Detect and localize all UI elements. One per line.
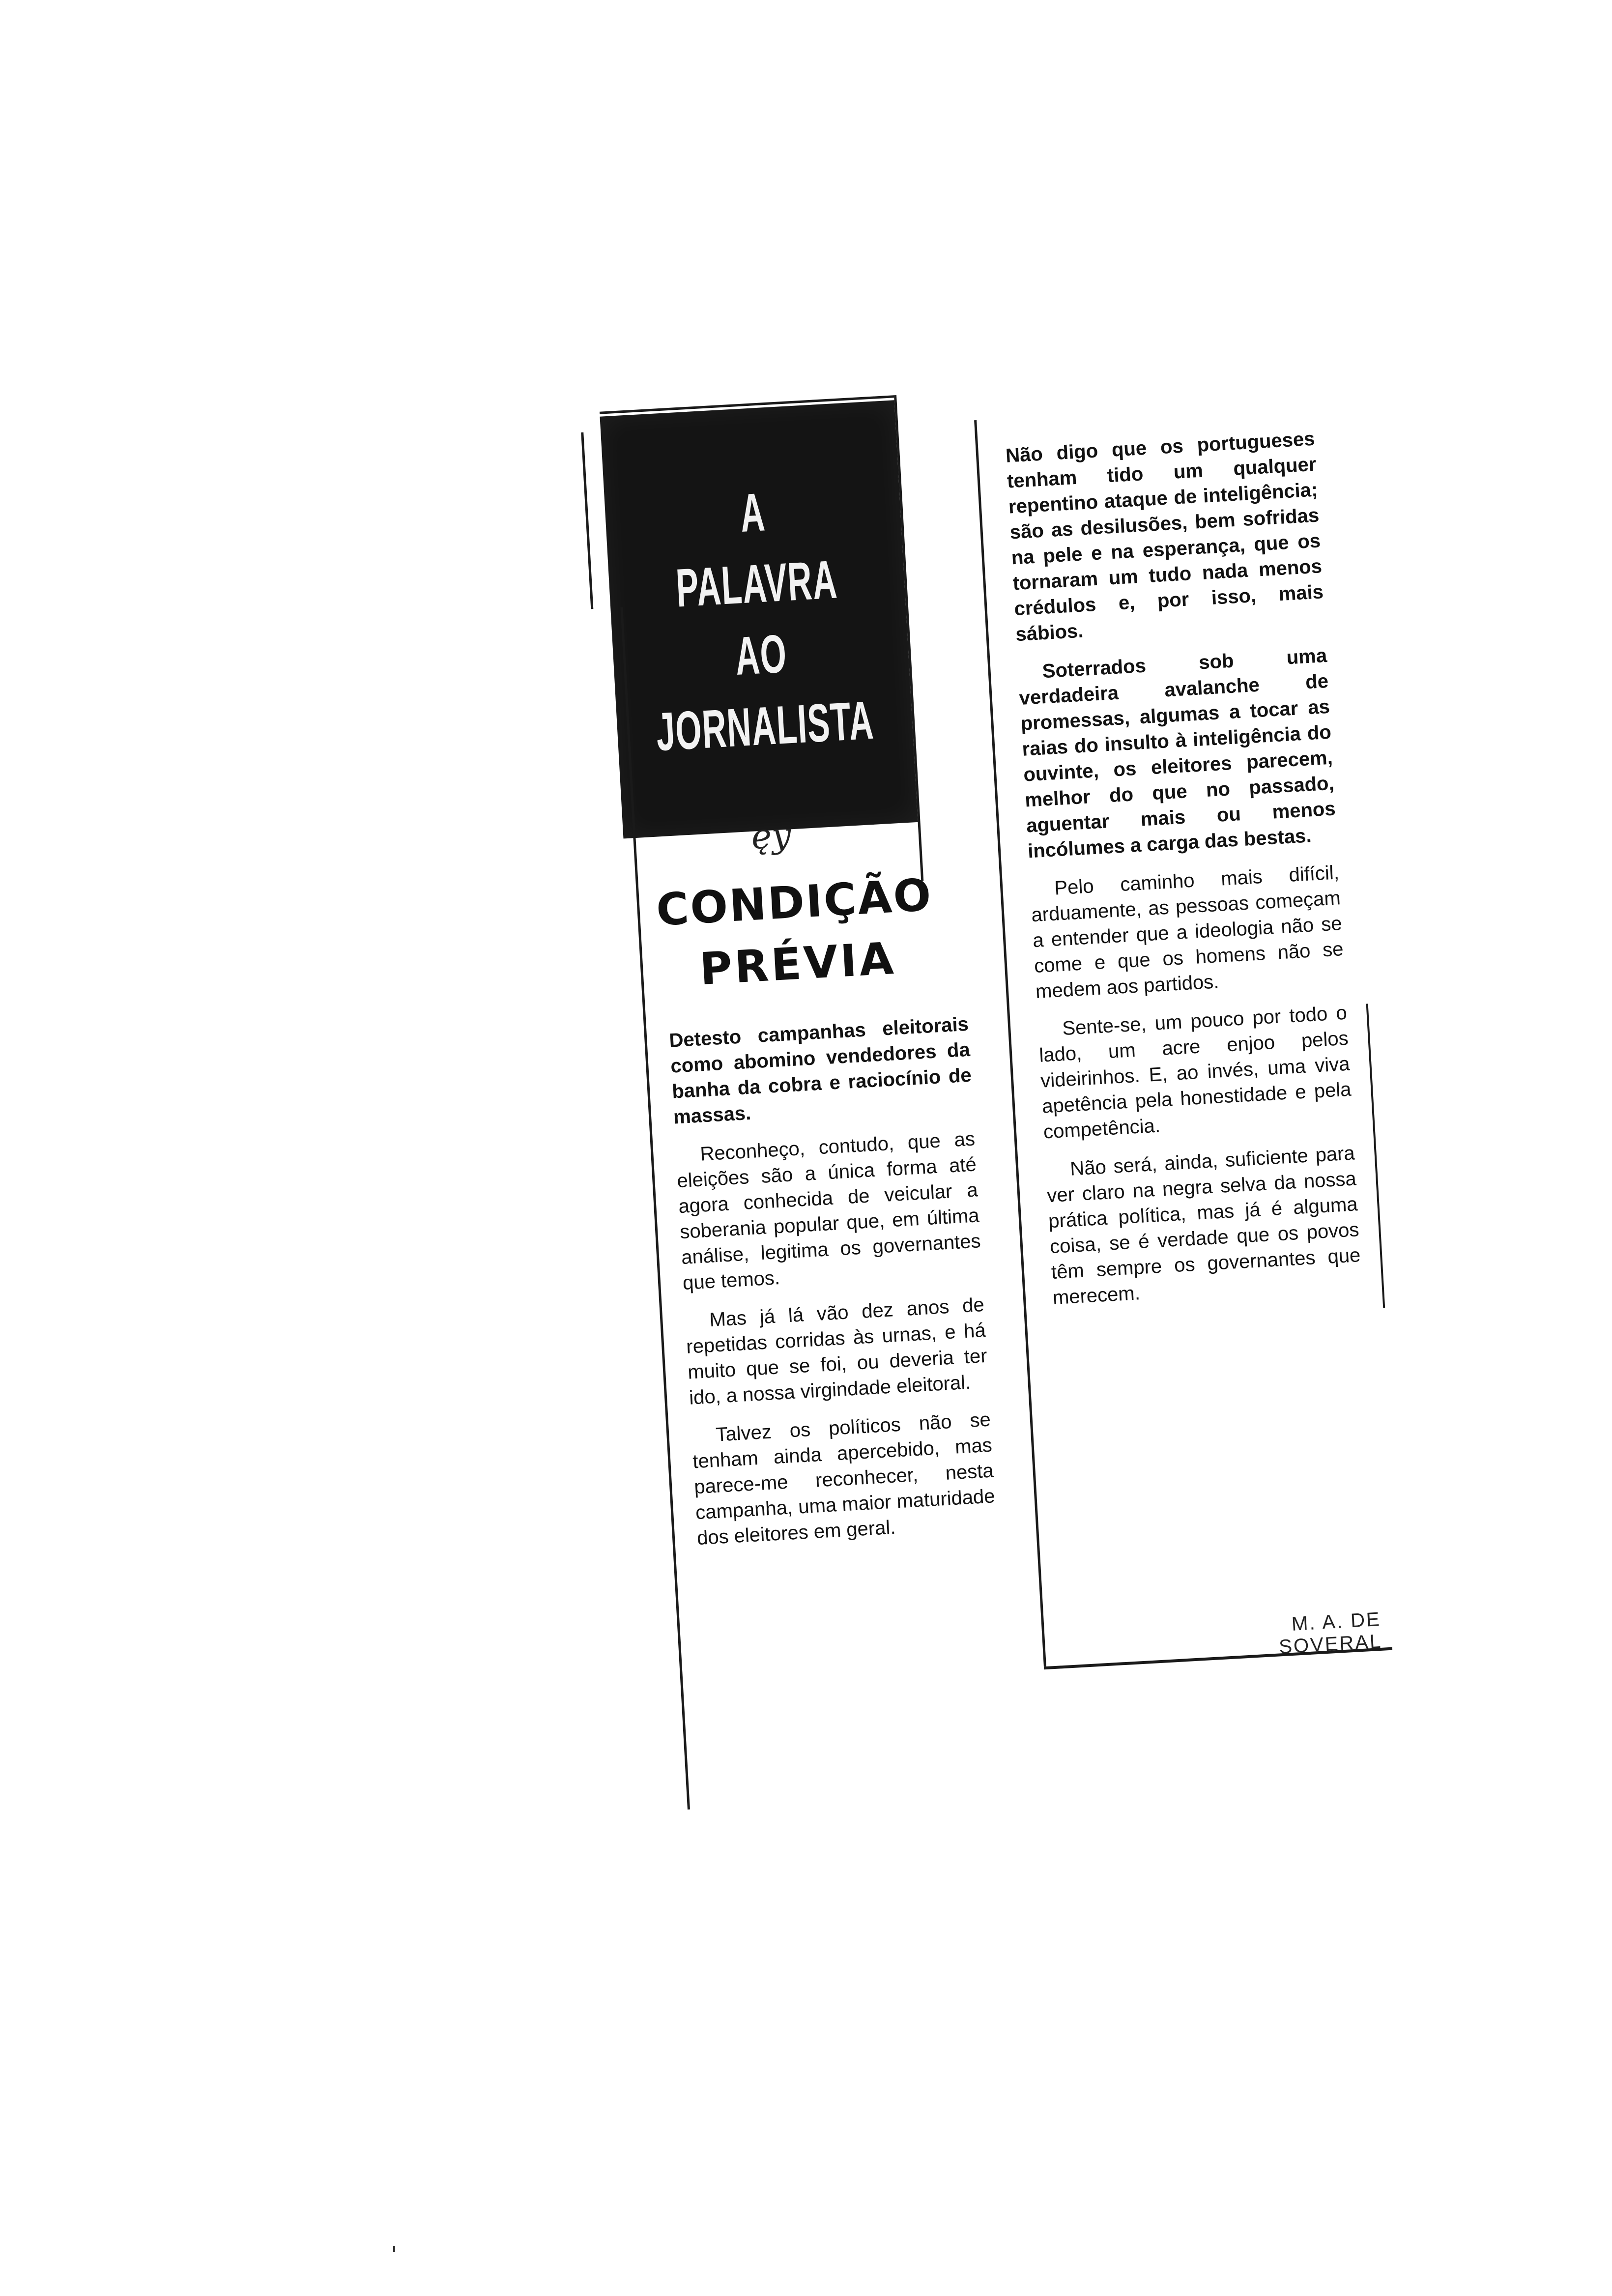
masthead-line-jornalista: JORNALISTA [654,689,875,763]
masthead-line-ao: AO [733,623,788,687]
paragraph: Soterrados sob uma verdadeira avalanche de promessas, algumas a tocar as raias do insulto à inteligência do ouvinte, os eleitores parecem, melhor do que no passado, aguentar mais ou menos incólumes a carga das bestas. [1018,644,1336,862]
paragraph: Não será, ainda, suficiente para ver claro na negra selva da nossa prática política, mas já é alguma coisa, se é verdade que os povos têm sempre os governantes que merecem. [1046,1142,1361,1309]
paragraph: Sente-se, um pouco por todo o lado, um acre enjoo pelos videirinhos. E, ao invés, uma viva apetência pela honestidade e pela competência. [1038,1002,1352,1143]
paragraph: Pelo caminho mais difícil, arduamente, as pessoas começam a entender que a ideologia não se come e que os homens não se medem aos partidos. [1031,861,1344,1003]
article-column-1 [668,1011,998,1564]
headline-line-1: CONDIÇÃO [655,869,934,936]
masthead-line-a: A [739,481,767,544]
column2-right-rule [1366,1004,1385,1308]
paragraph: Não digo que os portugueses tenham tido um qualquer repentino ataque de inteligência; são as desilusões, bem sofridas na pele e na esperança, que os tornaram um tudo nada menos crédulos e, por isso, mais sábios. [1005,428,1324,646]
author-signature: M. A. DE SOVERAL [1278,1608,1383,1658]
headline-line-2: PRÉVIA [698,932,897,996]
masthead-left-rule [581,432,593,609]
paragraph: Mas já lá vão dez anos de repetidas corridas às urnas, e há muito que se foi, ou deveria ter ido, a nossa virgindade eleitoral. [686,1293,988,1409]
article-headline [635,864,956,1004]
masthead-line-palavra: PALAVRA [674,549,839,619]
column-masthead [600,400,918,838]
newspaper-clipping [580,370,1432,1787]
paragraph: Detesto campanhas eleitorais como abomino vendedores da banha da cobra e raciocínio de massas. [668,1013,972,1128]
paragraph: Reconheço, contudo, que as eleições são a única forma até agora conhecida de veicular a soberania popular que, em última análise, legitima os governantes que temos. [676,1128,981,1294]
article-column-2 [1005,426,1363,1323]
scan-speck [393,2246,395,2252]
paragraph: Talvez os políticos não se tenham ainda apercebido, mas parece-me reconhecer, nesta campanha, uma maior maturidade dos eleitores em geral. [692,1408,996,1550]
handwritten-mark: ęy [750,814,792,857]
